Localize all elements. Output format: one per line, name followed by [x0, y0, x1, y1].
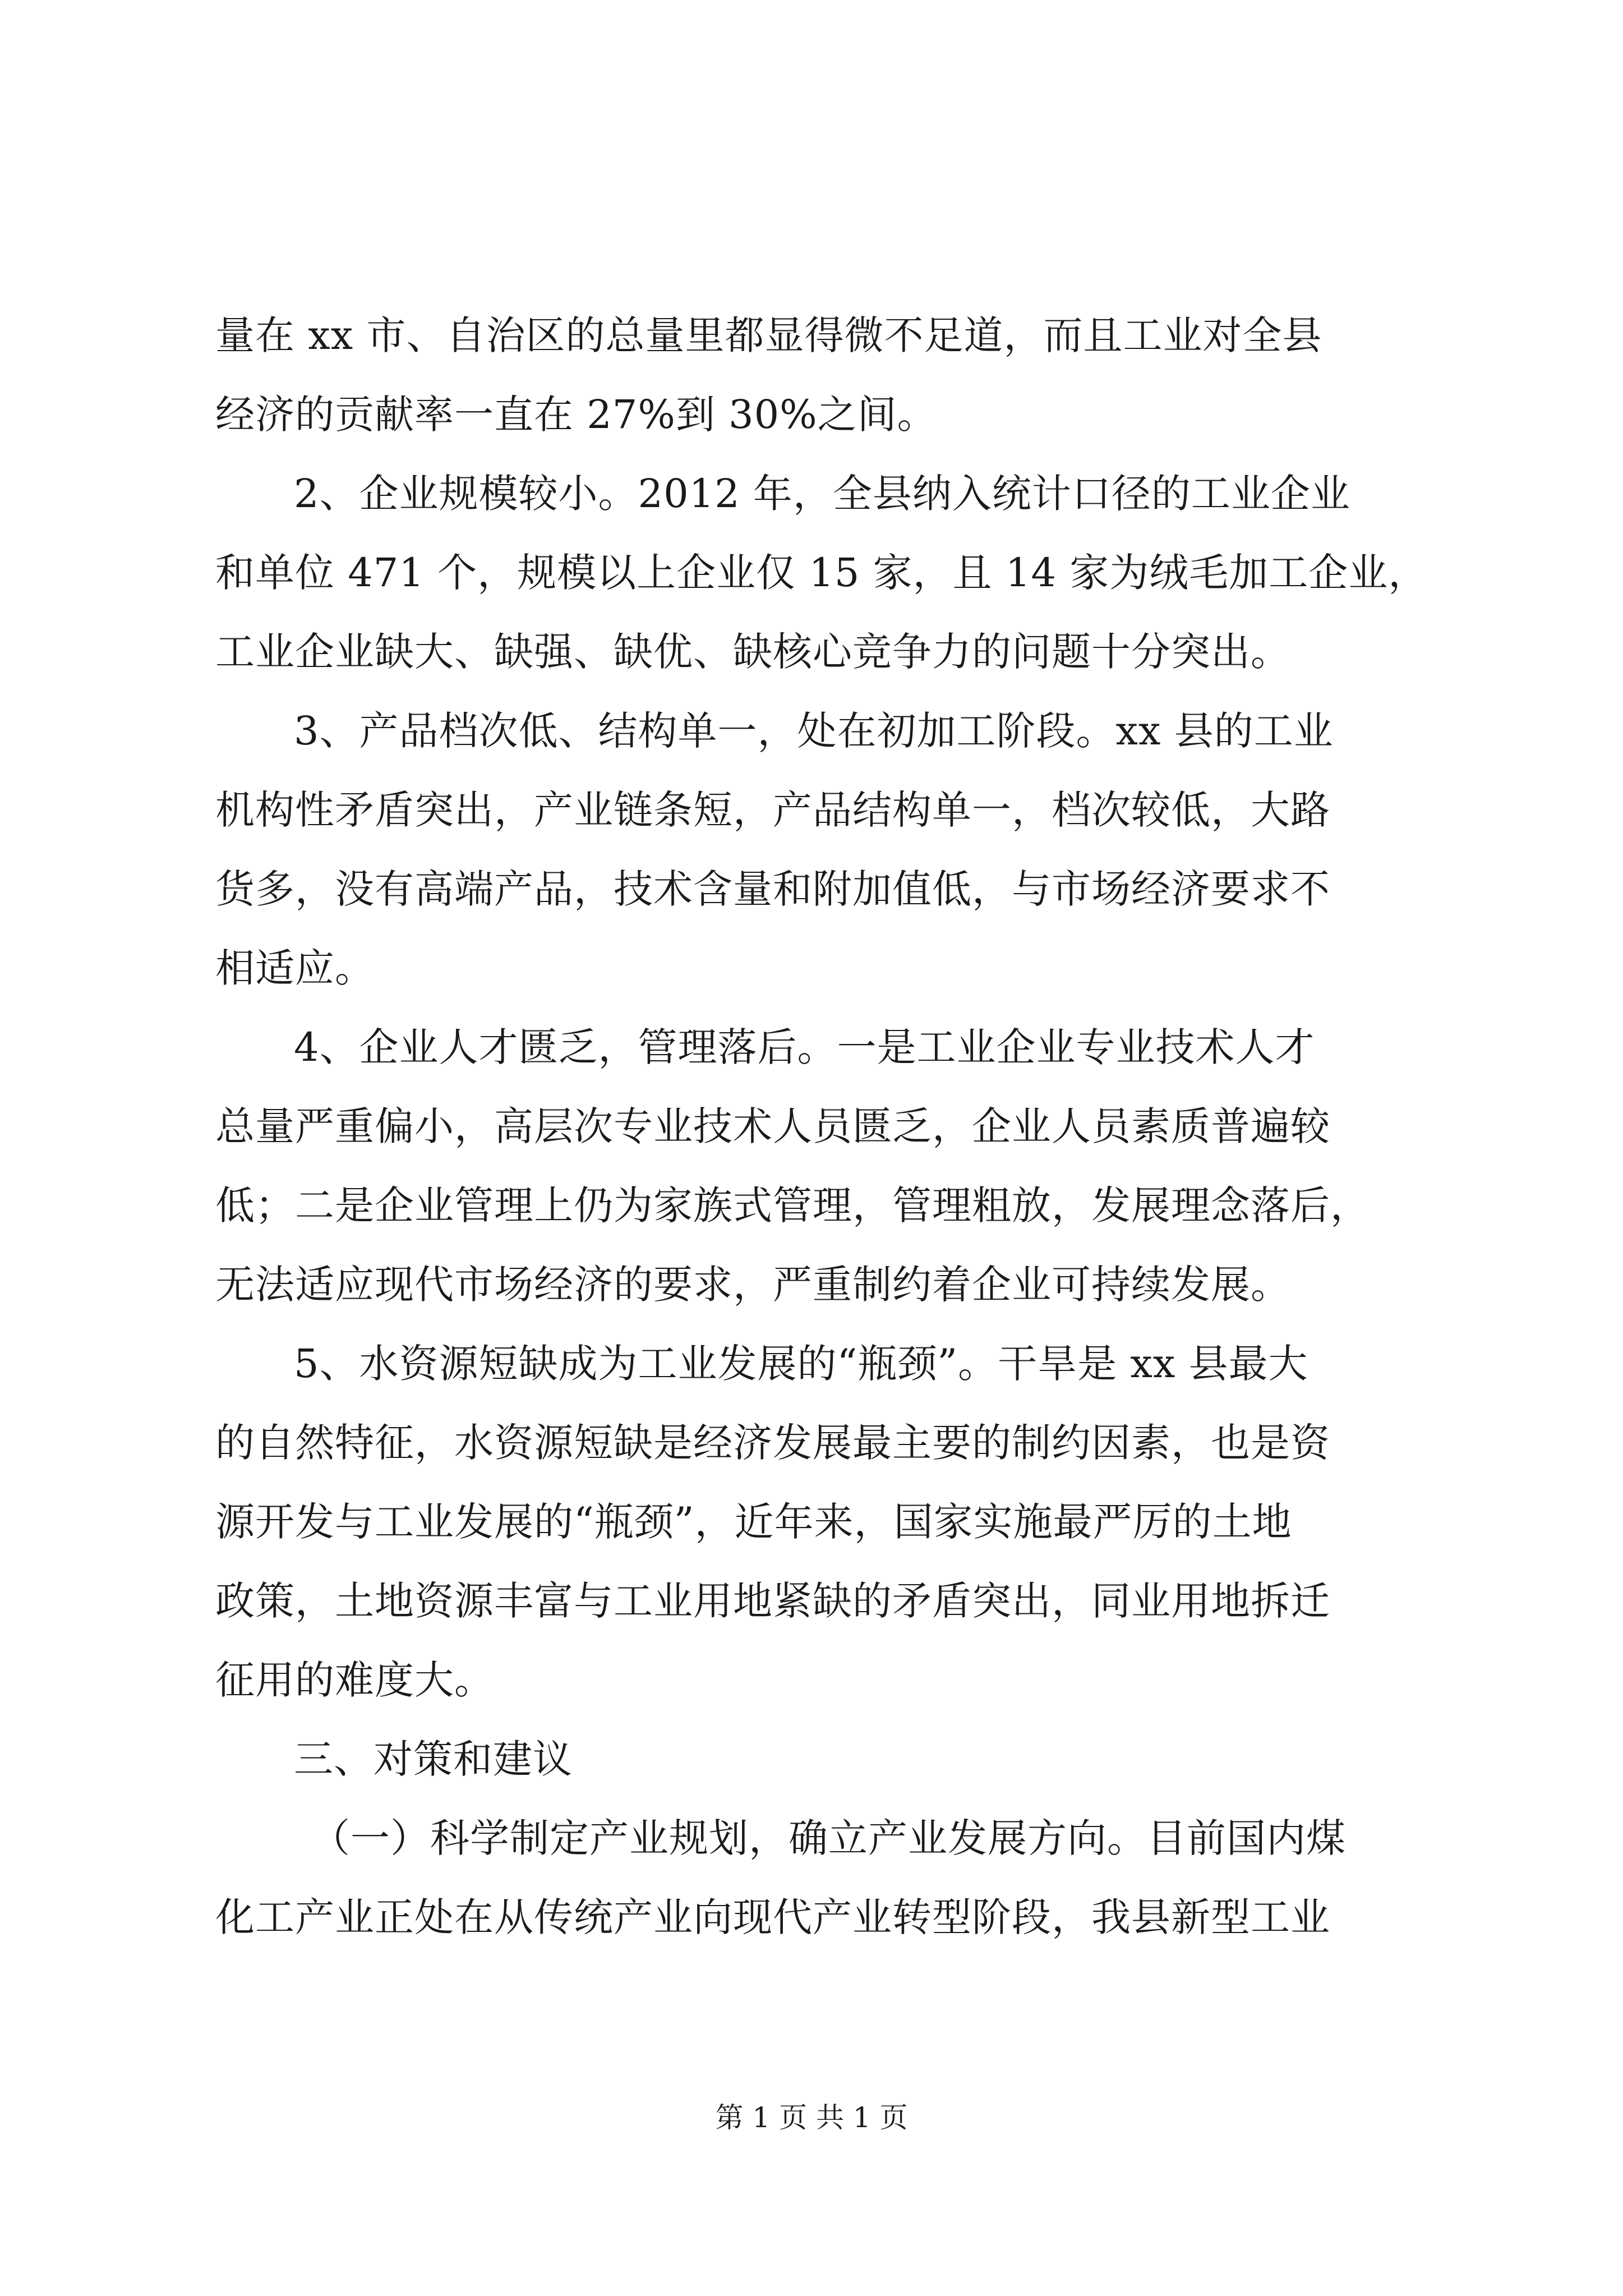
section-heading: 三、对策和建议 [294, 1736, 573, 1782]
paragraph-4-start: 4、企业人才匮乏，管理落后。一是工业企业专业技术人才 [294, 1024, 1315, 1070]
paragraph-3-start: 3、产品档次低、结构单一，处在初加工阶段。xx 县的工业 [294, 708, 1334, 754]
text-line: 政策，土地资源丰富与工业用地紧缺的矛盾突出，同业用地拆迁 [215, 1578, 1330, 1624]
text-line: 总量严重偏小，高层次专业技术人员匮乏，企业人员素质普遍较 [215, 1103, 1330, 1149]
text-line: 征用的难度大。 [215, 1657, 494, 1703]
paragraph-2-start: 2、企业规模较小。2012 年，全县纳入统计口径的工业企业 [294, 471, 1350, 517]
text-line: 无法适应现代市场经济的要求，严重制约着企业可持续发展。 [215, 1262, 1290, 1308]
document-body [215, 296, 1428, 1957]
text-line: 化工产业正处在从传统产业向现代产业转型阶段，我县新型工业 [215, 1894, 1330, 1940]
text-line: 货多，没有高端产品，技术含量和附加值低，与市场经济要求不 [215, 866, 1330, 912]
text-line: 低；二是企业管理上仍为家族式管理，管理粗放，发展理念落后， [215, 1182, 1370, 1228]
paragraph-5-start: 5、水资源短缺成为工业发展的“瓶颈”。干旱是 xx 县最大 [294, 1341, 1308, 1387]
text-line: 经济的贡献率一直在 27%到 30%之间。 [215, 392, 937, 438]
text-line: 量在 xx 市、自治区的总量里都显得微不足道，而且工业对全县 [215, 312, 1322, 358]
text-line: 源开发与工业发展的“瓶颈”，近年来，国家实施最严厉的土地 [215, 1499, 1292, 1545]
text-line: 相适应。 [215, 945, 375, 991]
text-line: 的自然特征，水资源短缺是经济发展最主要的制约因素，也是资 [215, 1420, 1330, 1466]
text-line: 和单位 471 个，规模以上企业仅 15 家，且 14 家为绒毛加工企业， [215, 550, 1428, 596]
page-footer: 第 1 页 共 1 页 [715, 2101, 908, 2134]
subsection-start: （一）科学制定产业规划，确立产业发展方向。目前国内煤 [311, 1815, 1346, 1861]
text-line: 机构性矛盾突出，产业链条短，产品结构单一，档次较低，大路 [215, 787, 1330, 833]
text-line: 工业企业缺大、缺强、缺优、缺核心竞争力的问题十分突出。 [215, 629, 1290, 675]
